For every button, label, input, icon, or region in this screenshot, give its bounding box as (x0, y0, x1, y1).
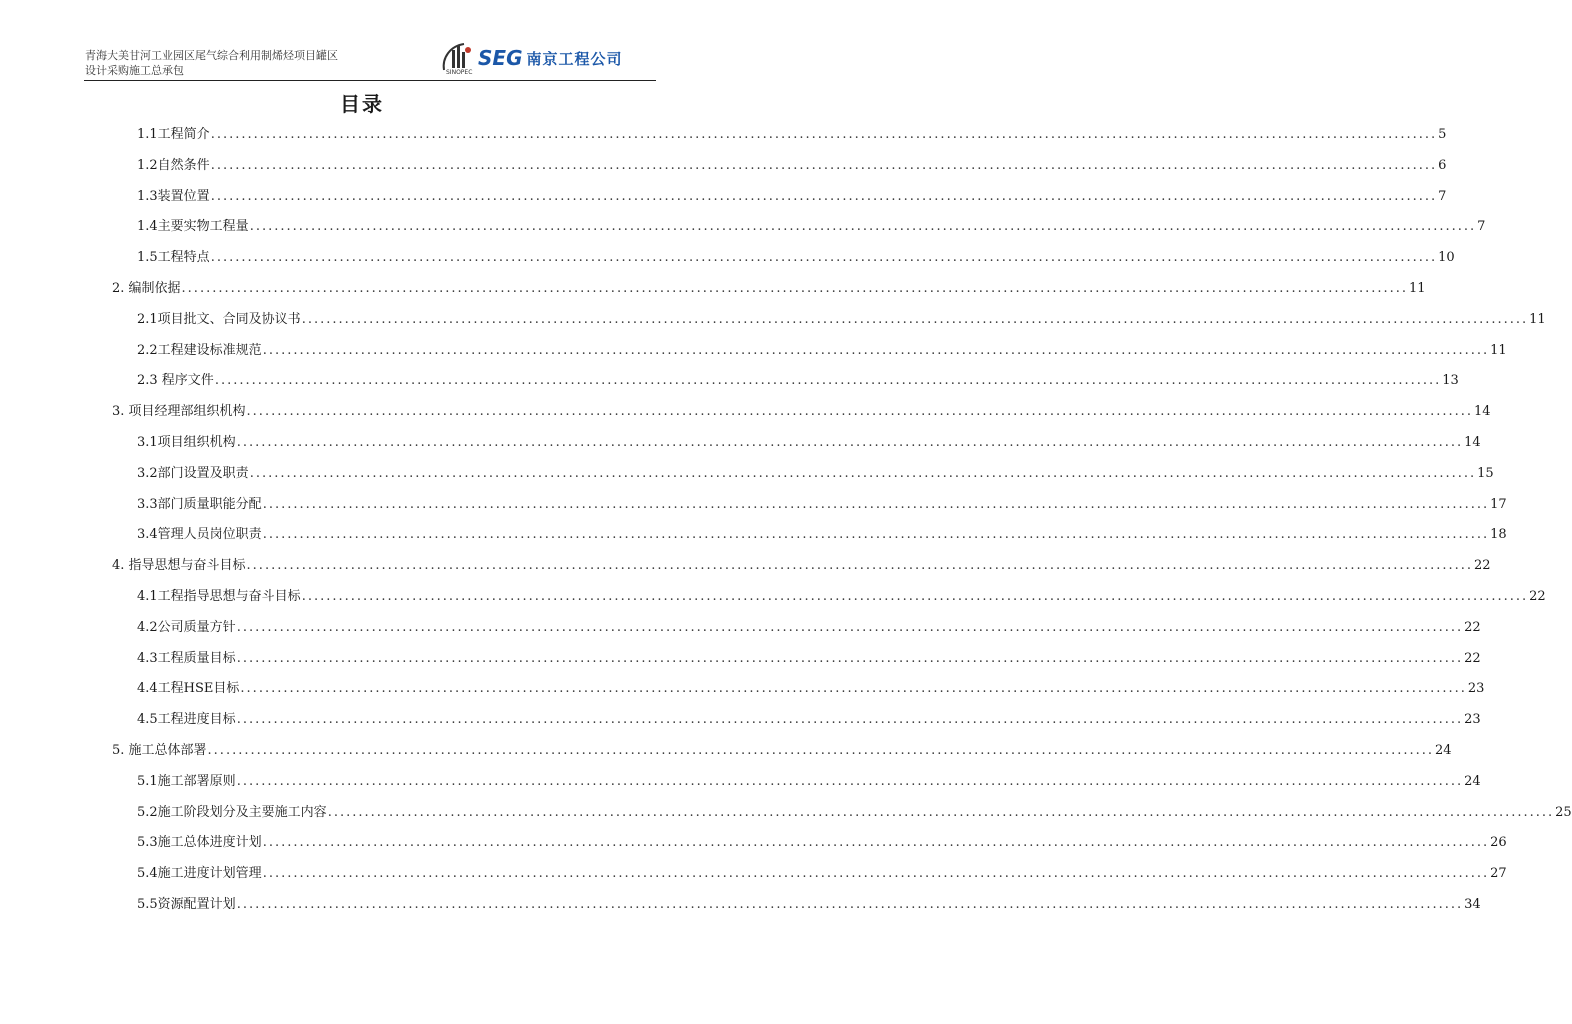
toc-entry[interactable] (137, 585, 1546, 605)
toc-entry[interactable] (137, 862, 1507, 882)
toc-entry-page: 13 (1442, 373, 1459, 389)
toc-entry-page: 17 (1490, 496, 1507, 512)
toc-entry[interactable] (137, 708, 1481, 728)
toc-leader-dots: ........................................................................................................................................................................................................ (327, 804, 1555, 820)
toc-entry[interactable] (137, 246, 1455, 266)
toc-entry[interactable] (137, 493, 1507, 513)
toc-entry-page: 7 (1438, 188, 1447, 204)
toc-entry[interactable] (137, 154, 1447, 174)
toc-leader-dots: ........................................................................................................................................................................................................ (262, 527, 1490, 543)
toc-entry-page: 11 (1409, 281, 1426, 296)
toc-entry[interactable] (112, 277, 1426, 297)
toc-leader-dots: ........................................................................................................................................................................................................ (236, 712, 1464, 728)
toc-entry-page: 11 (1490, 342, 1507, 358)
toc-leader-dots: ........................................................................................................................................................................................................ (262, 496, 1490, 512)
toc-entry-label: 2.1项目批文、合同及协议书 (137, 311, 301, 327)
toc-leader-dots: ........................................................................................................................................................................................................ (236, 897, 1464, 912)
toc-entry[interactable] (137, 369, 1459, 389)
toc-entry-label: 1.2自然条件 (137, 157, 210, 173)
toc-leader-dots: ........................................................................................................................................................................................................ (240, 681, 1467, 697)
toc-leader-dots: ........................................................................................................................................................................................................ (246, 404, 1474, 420)
toc-leader-dots: ........................................................................................................................................................................................................ (262, 835, 1490, 851)
toc-entry-page: 14 (1464, 435, 1481, 450)
toc-entry-page: 22 (1464, 619, 1481, 635)
header-divider (84, 80, 656, 81)
toc-entry-label: 4.2公司质量方针 (137, 619, 236, 635)
toc-entry[interactable] (112, 400, 1491, 420)
toc-entry-page: 7 (1477, 219, 1486, 235)
toc-entry-page: 24 (1464, 773, 1481, 789)
toc-entry-label: 2.3 程序文件 (137, 373, 214, 389)
toc-entry-page: 22 (1529, 589, 1546, 604)
toc-entry-label: 3.1项目组织机构 (137, 435, 236, 450)
toc-leader-dots: ........................................................................................................................................................................................................ (210, 188, 1438, 204)
document-header-text (85, 48, 338, 78)
toc-entry-page: 22 (1474, 558, 1491, 574)
toc-leader-dots: ........................................................................................................................................................................................................ (210, 157, 1438, 173)
toc-entry[interactable] (137, 215, 1486, 235)
page-title: 目录 (340, 92, 384, 116)
toc-entry-label: 4.4工程HSE目标 (137, 681, 240, 697)
toc-entry-page: 23 (1467, 681, 1485, 697)
toc-entry[interactable] (137, 431, 1481, 451)
toc-entry[interactable] (137, 801, 1572, 821)
toc-entry-label: 2. 编制依据 (112, 281, 181, 296)
toc-entry[interactable] (137, 462, 1494, 482)
toc-leader-dots: ........................................................................................................................................................................................................ (210, 127, 1438, 142)
toc-entry-label: 3. 项目经理部组织机构 (112, 404, 246, 420)
toc-entry-label: 2.2工程建设标准规范 (137, 342, 262, 358)
toc-leader-dots: ........................................................................................................................................................................................................ (210, 250, 1438, 266)
toc-entry-page: 27 (1490, 866, 1507, 882)
project-name-line: 青海大美甘河工业园区尾气综合利用制烯烃项目罐区 (85, 49, 338, 62)
toc-entry[interactable] (112, 739, 1452, 759)
toc-entry[interactable] (137, 616, 1481, 636)
toc-entry-label: 1.5工程特点 (137, 250, 210, 266)
toc-entry-label: 1.1工程简介 (137, 127, 210, 142)
toc-entry[interactable] (137, 893, 1481, 913)
toc-leader-dots: ........................................................................................................................................................................................................ (181, 281, 1409, 296)
company-logo (440, 40, 623, 76)
toc-entry-label: 5.2施工阶段划分及主要施工内容 (137, 804, 327, 820)
toc-entry-page: 24 (1435, 743, 1452, 758)
toc-entry-page: 23 (1464, 712, 1481, 728)
toc-entry-label: 3.4管理人员岗位职责 (137, 527, 262, 543)
toc-entry[interactable] (137, 770, 1481, 790)
toc-entry-page: 6 (1438, 157, 1447, 173)
toc-entry-page: 22 (1464, 650, 1481, 666)
toc-entry-label: 4.1工程指导思想与奋斗目标 (137, 589, 301, 604)
toc-entry-label: 4. 指导思想与奋斗目标 (112, 558, 246, 574)
toc-entry[interactable] (137, 339, 1507, 359)
toc-entry-page: 15 (1477, 465, 1494, 481)
toc-leader-dots: ........................................................................................................................................................................................................ (301, 589, 1529, 604)
toc-leader-dots: ........................................................................................................................................................................................................ (236, 435, 1464, 450)
toc-entry-page: 25 (1555, 804, 1572, 820)
toc-entry[interactable] (137, 677, 1485, 697)
toc-entry-label: 1.3装置位置 (137, 188, 210, 204)
toc-entry-label: 5.4施工进度计划管理 (137, 866, 262, 882)
toc-leader-dots: ........................................................................................................................................................................................................ (262, 866, 1490, 882)
seg-brand-text: SEG (478, 46, 523, 70)
toc-leader-dots: ........................................................................................................................................................................................................ (249, 219, 1477, 235)
toc-leader-dots: ........................................................................................................................................................................................................ (249, 465, 1477, 481)
toc-entry-page: 5 (1438, 127, 1447, 142)
toc-entry-label: 4.5工程进度目标 (137, 712, 236, 728)
toc-entry-page: 34 (1464, 897, 1481, 912)
toc-leader-dots: ........................................................................................................................................................................................................ (214, 373, 1442, 389)
toc-entry[interactable] (137, 185, 1447, 205)
toc-entry[interactable] (112, 554, 1491, 574)
toc-entry[interactable] (137, 647, 1481, 667)
toc-entry[interactable] (137, 123, 1447, 143)
toc-entry-label: 4.3工程质量目标 (137, 650, 236, 666)
sinopec-logo-icon (440, 40, 476, 76)
toc-entry-label: 5.1施工部署原则 (137, 773, 236, 789)
toc-entry-label: 3.2部门设置及职责 (137, 465, 249, 481)
toc-leader-dots: ........................................................................................................................................................................................................ (262, 342, 1490, 358)
toc-leader-dots: ........................................................................................................................................................................................................ (246, 558, 1474, 574)
toc-entry-page: 11 (1529, 311, 1546, 327)
toc-leader-dots: ........................................................................................................................................................................................................ (236, 773, 1464, 789)
toc-entry-label: 5.5资源配置计划 (137, 897, 236, 912)
toc-leader-dots: ........................................................................................................................................................................................................ (236, 619, 1464, 635)
toc-entry[interactable] (137, 831, 1507, 851)
toc-entry-page: 14 (1474, 404, 1491, 420)
toc-leader-dots: ........................................................................................................................................................................................................ (236, 650, 1464, 666)
toc-leader-dots: ........................................................................................................................................................................................................ (301, 311, 1529, 327)
toc-entry-label: 5. 施工总体部署 (112, 743, 207, 758)
toc-leader-dots: ........................................................................................................................................................................................................ (207, 743, 1435, 758)
contract-type-line: 设计采购施工总承包 (85, 64, 184, 77)
toc-entry-page: 26 (1490, 835, 1507, 851)
toc-entry-label: 3.3部门质量职能分配 (137, 496, 262, 512)
svg-text:SINOPEC: SINOPEC (446, 69, 473, 76)
toc-entry-label: 5.3施工总体进度计划 (137, 835, 262, 851)
toc-entry[interactable] (137, 308, 1546, 328)
toc-entry[interactable] (137, 523, 1507, 543)
toc-entry-page: 10 (1438, 250, 1455, 266)
company-name-text: 南京工程公司 (526, 49, 623, 68)
toc-entry-label: 1.4主要实物工程量 (137, 219, 249, 235)
toc-entry-page: 18 (1490, 527, 1507, 543)
